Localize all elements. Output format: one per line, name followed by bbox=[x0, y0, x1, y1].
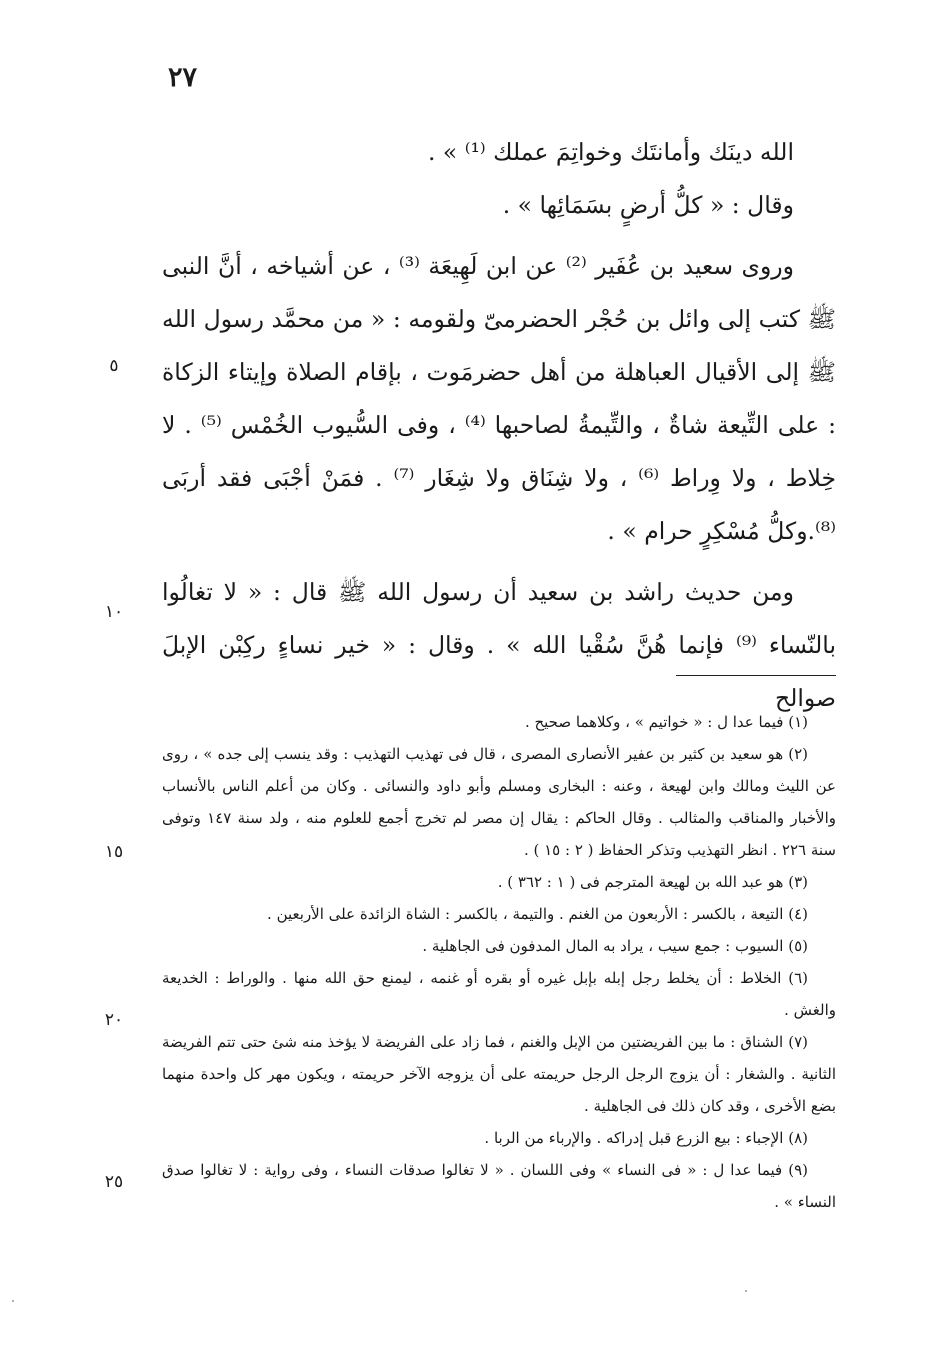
footnote: (٨) الإجباء : بيع الزرع قبل إدراكه . والإرباء من الربا . bbox=[484, 1129, 808, 1147]
footnote: (٥) السيوب : جمع سيب ، يراد به المال المدفون فى الجاهلية . bbox=[422, 937, 808, 955]
scan-speck bbox=[745, 1290, 747, 1292]
page-number: ٢٧ bbox=[168, 62, 198, 93]
line-number: ٥ bbox=[109, 356, 119, 376]
body-paragraph: الله دينَك وأمانتَك وخواتِمَ عملك ⁽¹⁾ » . bbox=[427, 138, 794, 166]
footnote: (١) فيما عدا ل : « خواتيم » ، وكلاهما صحيح . bbox=[524, 713, 808, 731]
footnote: (٦) الخلاط : أن يخلط رجل إبله بإبل غيره أو بقره أو غنمه ، ليمنع حق الله منها . والوراط : الخديعة والغش . bbox=[162, 969, 836, 1019]
body-paragraph: وقال : « كلُّ أرضٍ بسَمَائِها » . bbox=[502, 191, 794, 219]
body-paragraph: وروى سعيد بن عُفَير ⁽²⁾ عن ابن لَهِيعَة ⁽³⁾ ، عن أشياخه ، أنَّ النبى ﷺ كتب إلى وائل بن حُجْر الحضرمىّ ولقومه : « من محمَّد رسول الله ﷺ إلى الأقيال العباهلة من أهل حضرمَوت ، بإقام الصلاة وإيتاء الزكاة : على التِّيعة شاةٌ ، والتِّيمةُ لصاحبها ⁽⁴⁾ ، وفى السُّيوب الخُمْس ⁽⁵⁾ . لا خِلاط ، ولا وِراط ⁽⁶⁾ ، ولا شِنَاق ولا شِغَار ⁽⁷⁾ . فمَنْ أجْبَى فقد أربَى ⁽⁸⁾.وكلُّ مُسْكِرٍ حرام » . bbox=[162, 252, 837, 545]
footnote: (٢) هو سعيد بن كثير بن عفير الأنصارى المصرى ، قال فى تهذيب التهذيب : وقد ينسب إلى جده » ، روى عن الليث ومالك وابن لهيعة ، وعنه : البخارى ومسلم وأبو داود والنسائى . وكان من أعلم الناس بالأنساب والأخبار والمناقب والمثالب . وقال الحاكم : يقال إن مصر لم تخرج أجمع للعلوم منه ، ولد سنة ١٤٧ وتوفى سنة ٢٢٦ . انظر التهذيب وتذكر الحفاظ ( ٢ : ١٥ ) . bbox=[162, 745, 836, 859]
footnote-separator bbox=[676, 675, 836, 676]
line-number: ٢٥ bbox=[104, 1172, 124, 1192]
footnote: (٧) الشناق : ما بين الفريضتين من الإبل والغنم ، فما زاد على الفريضة لا يؤخذ منه شئ حتى تتم الفريضة الثانية . والشغار : أن يزوج الرجل الرجل حريمته على أن يزوجه الآخر حريمته ، ويكون مهر كل واحدة منهما بضع الأخرى ، وقد كان ذلك فى الجاهلية . bbox=[162, 1033, 836, 1115]
scan-speck bbox=[12, 1300, 14, 1302]
footnote: (٤) التيعة ، بالكسر : الأربعون من الغنم . والتيمة ، بالكسر : الشاة الزائدة على الأربعين . bbox=[267, 905, 808, 923]
footnote: (٣) هو عبد الله بن لهيعة المترجم فى ( ١ : ٣٦٢ ) . bbox=[497, 873, 808, 891]
line-number: ١٥ bbox=[104, 842, 124, 862]
line-number: ٢٠ bbox=[104, 1010, 124, 1030]
main-text bbox=[162, 126, 836, 725]
footnotes bbox=[162, 706, 836, 1218]
line-number: ١٠ bbox=[104, 602, 124, 622]
body-paragraph: ومن حديث راشد بن سعيد أن رسول الله ﷺ قال : « لا تغالُوا بالنّساء ⁽⁹⁾ فإنما هُنَّ سُقْيا الله » . وقال : « خير نساءٍ ركِبْن الإبلَ صوالح bbox=[162, 578, 836, 712]
footnote: (٩) فيما عدا ل : « فى النساء » وفى اللسان . « لا تغالوا صدقات النساء ، وفى رواية : لا تغالوا صدق النساء » . bbox=[162, 1161, 836, 1211]
